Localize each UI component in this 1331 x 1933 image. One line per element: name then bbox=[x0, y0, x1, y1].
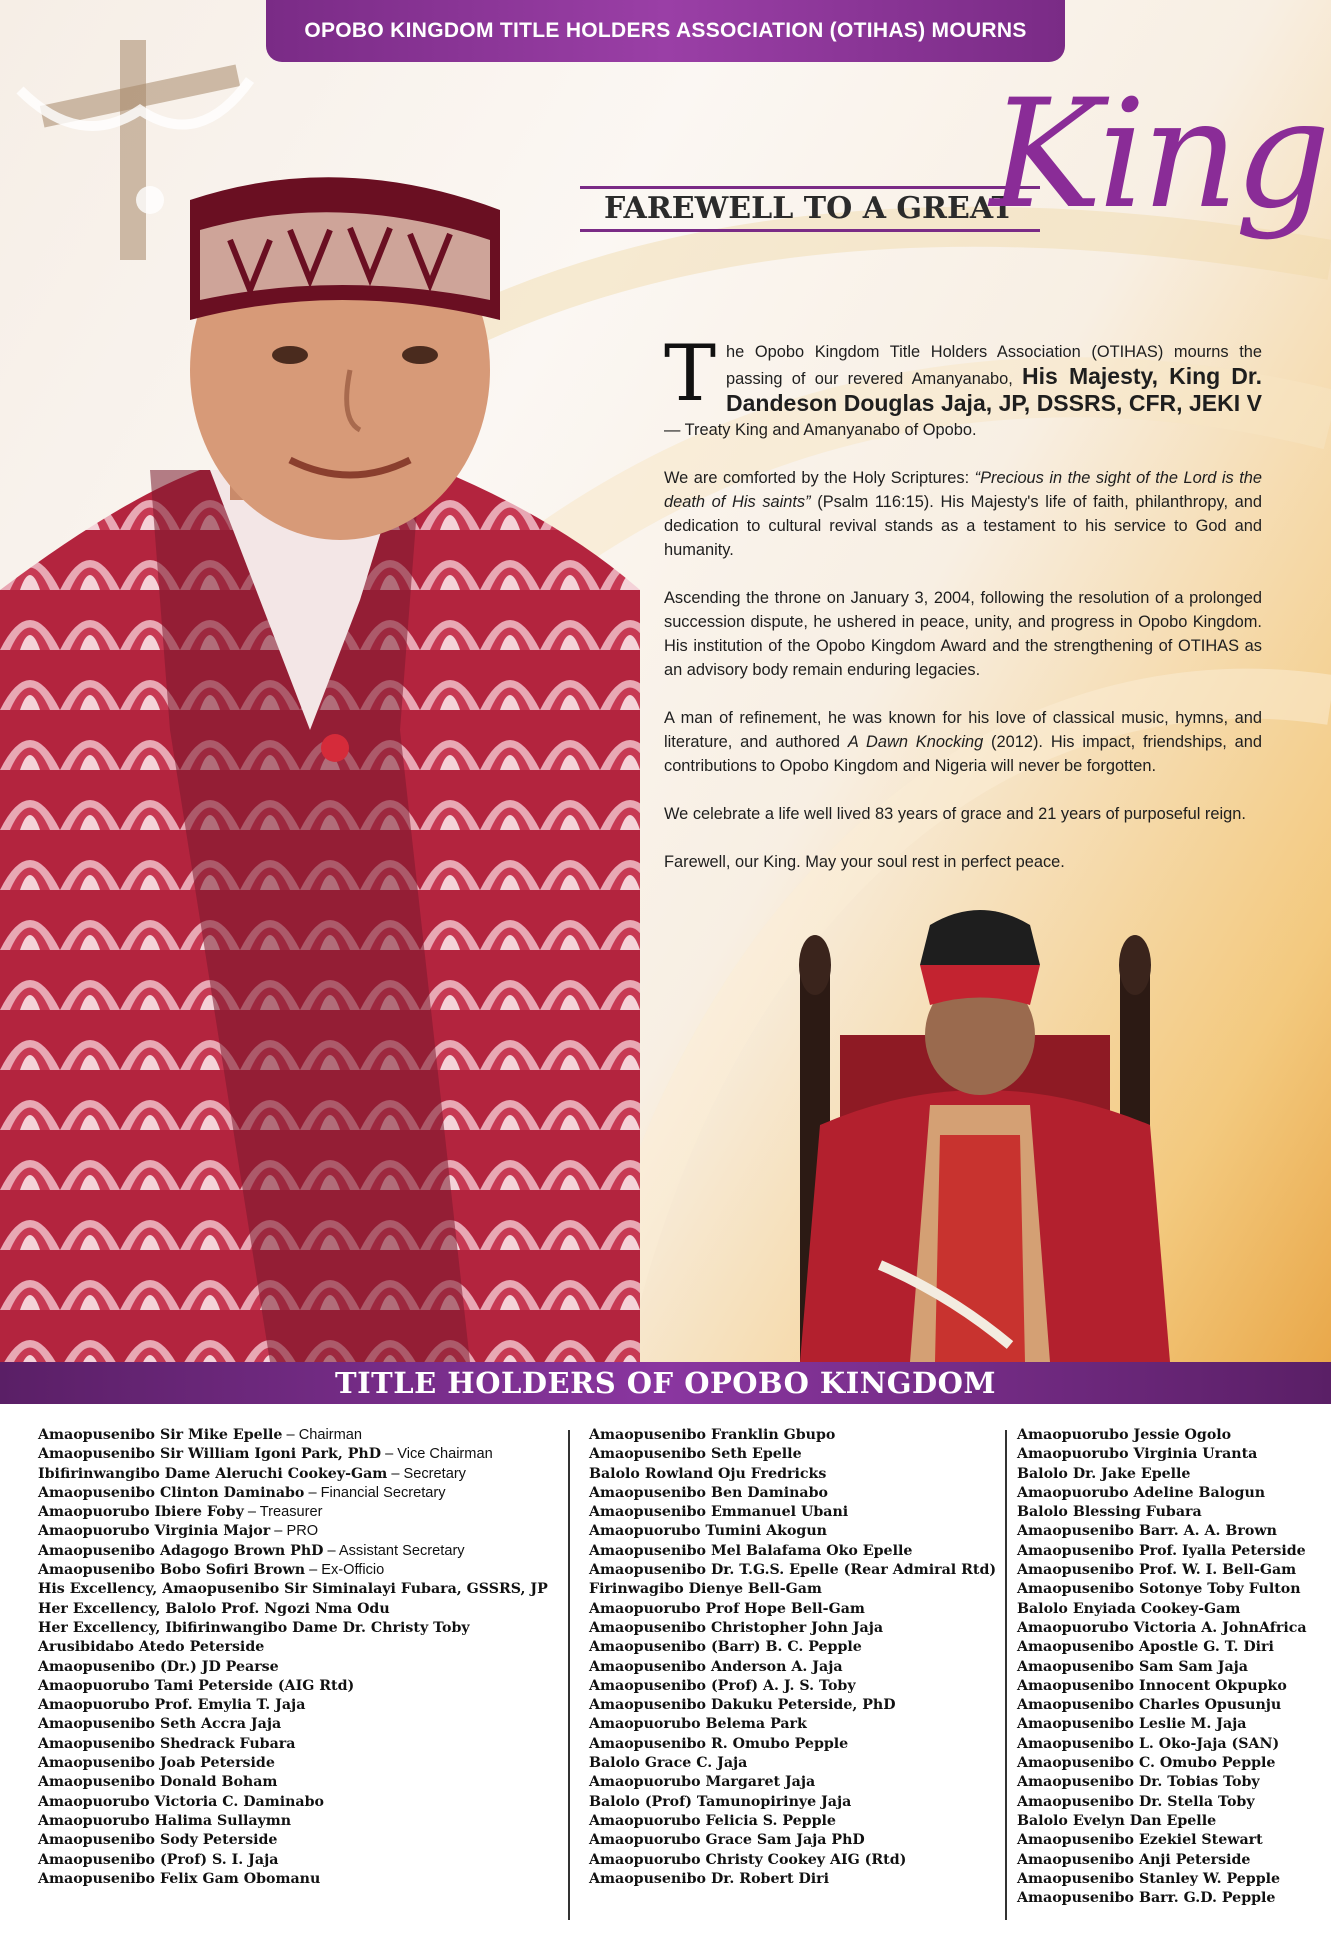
holder-name: His Excellency, Amaopusenibo Sir Siminalayi Fubara, GSSRS, JP bbox=[38, 1581, 548, 1598]
holder-item: Amaopusenibo Sam Sam Jaja bbox=[1017, 1658, 1248, 1675]
holder-item: Amaopusenibo Sotonye Toby Fulton bbox=[1017, 1581, 1301, 1598]
holder-item bbox=[38, 1696, 548, 1715]
holder-item: Amaopusenibo Apostle G. T. Diri bbox=[1017, 1639, 1274, 1656]
holder-name: Amaopuorubo Halima Sullaymn bbox=[38, 1812, 292, 1829]
holder-name: Amaopusenibo Sir William Igoni Park, PhD bbox=[38, 1446, 382, 1463]
tribute-paragraph-1 bbox=[664, 329, 1262, 442]
holders-column-1 bbox=[38, 1426, 548, 1889]
holder-item bbox=[38, 1445, 548, 1464]
holder-item: Firinwagibo Dienye Bell-Gam bbox=[589, 1581, 822, 1598]
holder-name: Amaopuorubo Tami Peterside (AIG Rtd) bbox=[38, 1677, 355, 1694]
holder-item bbox=[38, 1658, 548, 1677]
holder-item bbox=[38, 1484, 548, 1503]
tribute-paragraph-3: Ascending the throne on January 3, 2004, following the resolution of a prolonged succession dispute, he ushered in peace, unity, and progress in Opobo Kingdom. His institution of the Opobo Kingdom Award and the strengthening of OTIHAS as an advisory body remain enduring legacies. bbox=[664, 589, 1262, 679]
holder-role: – Vice Chairman bbox=[381, 1446, 493, 1463]
holder-item: Balolo Dr. Jake Epelle bbox=[1017, 1465, 1191, 1482]
tribute-paragraph-5: We celebrate a life well lived 83 years of grace and 21 years of purposeful reign. bbox=[664, 805, 1246, 823]
holder-item bbox=[38, 1542, 548, 1561]
farewell-text: FAREWELL TO A GREAT bbox=[604, 191, 1014, 226]
holder-item bbox=[38, 1773, 548, 1792]
p1-start: he Opobo Kingdom Title Holders Association (OTIHAS) mourns the passing of our revered Amanyanabo, bbox=[726, 343, 1262, 388]
king-script-title: King bbox=[990, 68, 1327, 242]
holder-item: Amaopusenibo L. Oko-Jaja (SAN) bbox=[1017, 1735, 1280, 1752]
holder-item: Amaopuorubo Margaret Jaja bbox=[589, 1774, 816, 1791]
holder-item bbox=[38, 1600, 548, 1619]
holder-name: Amaopusenibo Bobo Sofiri Brown bbox=[38, 1562, 306, 1579]
holder-item bbox=[38, 1465, 548, 1484]
holder-role: – PRO bbox=[270, 1523, 319, 1540]
holder-item: Amaopuorubo Grace Sam Jaja PhD bbox=[589, 1832, 865, 1849]
holder-item: Amaopusenibo Dr. Tobias Toby bbox=[1017, 1774, 1260, 1791]
holder-role: – Ex-Officio bbox=[305, 1562, 385, 1579]
p2-start: We are comforted by the Holy Scriptures: bbox=[664, 469, 975, 487]
holder-item bbox=[38, 1831, 548, 1850]
king-on-throne-image bbox=[780, 905, 1190, 1362]
holder-item: Amaopusenibo Christopher John Jaja bbox=[589, 1619, 884, 1636]
p2-end: (Psalm 116:15). His Majesty's life of faith, philanthropy, and dedication to cultural revival stands as a testament to his service to God and humanity. bbox=[664, 493, 1262, 559]
holder-item: Amaopuorubo Tumini Akogun bbox=[589, 1523, 827, 1540]
title-holders-heading-text: TITLE HOLDERS OF OPOBO KINGDOM bbox=[334, 1366, 996, 1400]
holder-item: Amaopusenibo R. Omubo Pepple bbox=[589, 1735, 849, 1752]
holder-item bbox=[38, 1677, 548, 1696]
holder-item: Amaopusenibo Prof. W. I. Bell-Gam bbox=[1017, 1562, 1297, 1579]
tribute-paragraph-2 bbox=[664, 466, 1262, 562]
p4-end: (2012). His impact, friendships, and contributions to Opobo Kingdom and Nigeria will never be forgotten. bbox=[664, 733, 1262, 775]
holder-item: Amaopuorubo Jessie Ogolo bbox=[1017, 1427, 1232, 1443]
title-holders-heading bbox=[0, 1362, 1331, 1404]
holder-item: Amaopusenibo Seth Epelle bbox=[589, 1446, 802, 1463]
holder-role: – Secretary bbox=[387, 1465, 466, 1482]
holder-item: Balolo Grace C. Jaja bbox=[589, 1755, 748, 1772]
holder-item: Amaopusenibo Dakuku Peterside, PhD bbox=[589, 1697, 896, 1714]
holder-role: – Financial Secretary bbox=[304, 1484, 446, 1501]
tribute-paragraph-6: Farewell, our King. May your soul rest in perfect peace. bbox=[664, 853, 1065, 871]
tribute-paragraph-4 bbox=[664, 706, 1262, 778]
holder-item bbox=[38, 1426, 548, 1445]
holder-item bbox=[38, 1735, 548, 1754]
p4-start: A man of refinement, he was known for his love of classical music, hymns, and literature, and authored bbox=[664, 709, 1262, 751]
holder-item: Amaopusenibo Emmanuel Ubani bbox=[589, 1504, 849, 1521]
holder-item bbox=[38, 1793, 548, 1812]
holder-item bbox=[38, 1754, 548, 1773]
holder-item: Amaopusenibo Franklin Gbupo bbox=[589, 1427, 836, 1443]
holder-item bbox=[38, 1870, 548, 1889]
holder-role: – Treasurer bbox=[243, 1504, 323, 1521]
holder-item bbox=[38, 1638, 548, 1657]
holder-name: Amaopusenibo Clinton Daminabo bbox=[38, 1484, 305, 1501]
holder-name: Amaopusenibo Sir Mike Epelle bbox=[38, 1427, 283, 1443]
holder-item: Amaopusenibo Stanley W. Pepple bbox=[1017, 1870, 1281, 1887]
holder-name: Amaopusenibo Adagogo Brown PhD bbox=[38, 1542, 324, 1559]
holder-item: Amaopusenibo Barr. A. A. Brown bbox=[1017, 1523, 1277, 1540]
holder-name: Amaopusenibo Felix Gam Obomanu bbox=[38, 1870, 321, 1887]
holder-item: Amaopusenibo Dr. Stella Toby bbox=[1017, 1793, 1255, 1810]
holder-item: Amaopusenibo Mel Balafama Oko Epelle bbox=[589, 1542, 913, 1559]
holder-item: Amaopusenibo Ben Daminabo bbox=[589, 1484, 829, 1501]
drop-cap: T bbox=[664, 329, 717, 419]
holder-item bbox=[38, 1580, 548, 1599]
holder-item: Amaopusenibo Ezekiel Stewart bbox=[1017, 1832, 1263, 1849]
holder-name: Amaopusenibo Seth Accra Jaja bbox=[38, 1716, 282, 1733]
scripture-quote: “Precious in the sight of the Lord is the death of His saints” bbox=[664, 469, 1262, 511]
holder-item: Amaopuorubo Belema Park bbox=[589, 1716, 807, 1733]
holder-item: Amaopusenibo (Prof) A. J. S. Toby bbox=[589, 1677, 856, 1694]
holder-item: Amaopusenibo Leslie M. Jaja bbox=[1017, 1716, 1247, 1733]
holder-name: Amaopusenibo (Prof) S. I. Jaja bbox=[38, 1851, 279, 1868]
holder-item bbox=[38, 1715, 548, 1734]
holder-name: Amaopusenibo Shedrack Fubara bbox=[38, 1735, 296, 1752]
holder-role: – Chairman bbox=[282, 1427, 362, 1443]
holder-name: Amaopusenibo (Dr.) JD Pearse bbox=[38, 1658, 279, 1675]
column-divider bbox=[568, 1430, 570, 1920]
banner-text: OPOBO KINGDOM TITLE HOLDERS ASSOCIATION (OTIHAS) MOURNS bbox=[304, 19, 1027, 42]
holder-item: Amaopuorubo Virginia Uranta bbox=[1017, 1446, 1258, 1463]
holder-item bbox=[38, 1851, 548, 1870]
holders-column-3 bbox=[1017, 1426, 1307, 1908]
holder-name: Amaopuorubo Ibiere Foby bbox=[38, 1504, 244, 1521]
holder-name: Amaopusenibo Joab Peterside bbox=[38, 1755, 275, 1772]
holder-item: Amaopusenibo Innocent Okpupko bbox=[1017, 1677, 1287, 1694]
holder-name: Amaopusenibo Sody Peterside bbox=[38, 1832, 278, 1849]
title-holders-list bbox=[0, 1420, 1331, 1930]
holder-item: Amaopusenibo Anderson A. Jaja bbox=[589, 1658, 843, 1675]
holder-name: Ibifirinwangibo Dame Aleruchi Cookey-Gam bbox=[38, 1465, 388, 1482]
holder-item: Balolo Rowland Oju Fredricks bbox=[589, 1465, 827, 1482]
holder-item: Amaopusenibo Charles Opusunju bbox=[1017, 1697, 1282, 1714]
holder-item: Balolo (Prof) Tamunopirinye Jaja bbox=[589, 1793, 852, 1810]
column-divider bbox=[1005, 1430, 1007, 1920]
holder-item bbox=[38, 1522, 548, 1541]
holder-item: Amaopusenibo (Barr) B. C. Pepple bbox=[589, 1639, 862, 1656]
holder-item: Amaopusenibo Dr. Robert Diri bbox=[589, 1870, 830, 1887]
holder-item bbox=[38, 1812, 548, 1831]
holder-item: Amaopuorubo Felicia S. Pepple bbox=[589, 1812, 836, 1829]
holder-item bbox=[38, 1561, 548, 1580]
holder-item: Amaopuorubo Victoria A. JohnAfrica bbox=[1017, 1619, 1307, 1636]
holder-item: Amaopuorubo Adeline Balogun bbox=[1017, 1484, 1266, 1501]
holder-item: Amaopusenibo Barr. G.D. Pepple bbox=[1017, 1890, 1276, 1907]
holder-name: Amaopusenibo Donald Boham bbox=[38, 1774, 278, 1791]
holder-item: Amaopusenibo Prof. Iyalla Peterside bbox=[1017, 1542, 1306, 1559]
holder-name: Her Excellency, Ibifirinwangibo Dame Dr. Christy Toby bbox=[38, 1619, 470, 1636]
holder-item: Balolo Blessing Fubara bbox=[1017, 1504, 1202, 1521]
holder-name: Her Excellency, Balolo Prof. Ngozi Nma Odu bbox=[38, 1600, 390, 1617]
king-portrait-image bbox=[0, 170, 640, 1362]
holder-item: Amaopuorubo Prof Hope Bell-Gam bbox=[589, 1600, 865, 1617]
header-banner bbox=[266, 0, 1065, 62]
holder-item bbox=[38, 1503, 548, 1522]
farewell-heading bbox=[580, 186, 1040, 232]
book-title: A Dawn Knocking bbox=[847, 733, 984, 751]
holder-item: Balolo Evelyn Dan Epelle bbox=[1017, 1812, 1217, 1829]
holder-name: Amaopuorubo Victoria C. Daminabo bbox=[38, 1793, 324, 1810]
holder-name: Amaopuorubo Prof. Emylia T. Jaja bbox=[38, 1697, 306, 1714]
p1-end: — Treaty King and Amanyanabo of Opobo. bbox=[664, 421, 977, 439]
holder-item: Amaopusenibo Anji Peterside bbox=[1017, 1851, 1251, 1868]
king-full-name: His Majesty, King Dr. Dandeson Douglas Jaja, JP, DSSRS, CFR, JEKI V bbox=[726, 363, 1262, 416]
holder-item: Amaopuorubo Christy Cookey AIG (Rtd) bbox=[589, 1851, 907, 1868]
holder-role: – Assistant Secretary bbox=[323, 1542, 465, 1559]
holders-column-2 bbox=[589, 1426, 996, 1889]
tribute-text bbox=[664, 329, 1262, 898]
holder-item: Balolo Enyiada Cookey-Gam bbox=[1017, 1600, 1241, 1617]
holder-item: Amaopusenibo Dr. T.G.S. Epelle (Rear Admiral Rtd) bbox=[589, 1562, 997, 1579]
holder-name: Amaopuorubo Virginia Major bbox=[38, 1523, 271, 1540]
holder-name: Arusibidabo Atedo Peterside bbox=[38, 1639, 265, 1656]
holder-item: Amaopusenibo C. Omubo Pepple bbox=[1017, 1755, 1276, 1772]
holder-item bbox=[38, 1619, 548, 1638]
